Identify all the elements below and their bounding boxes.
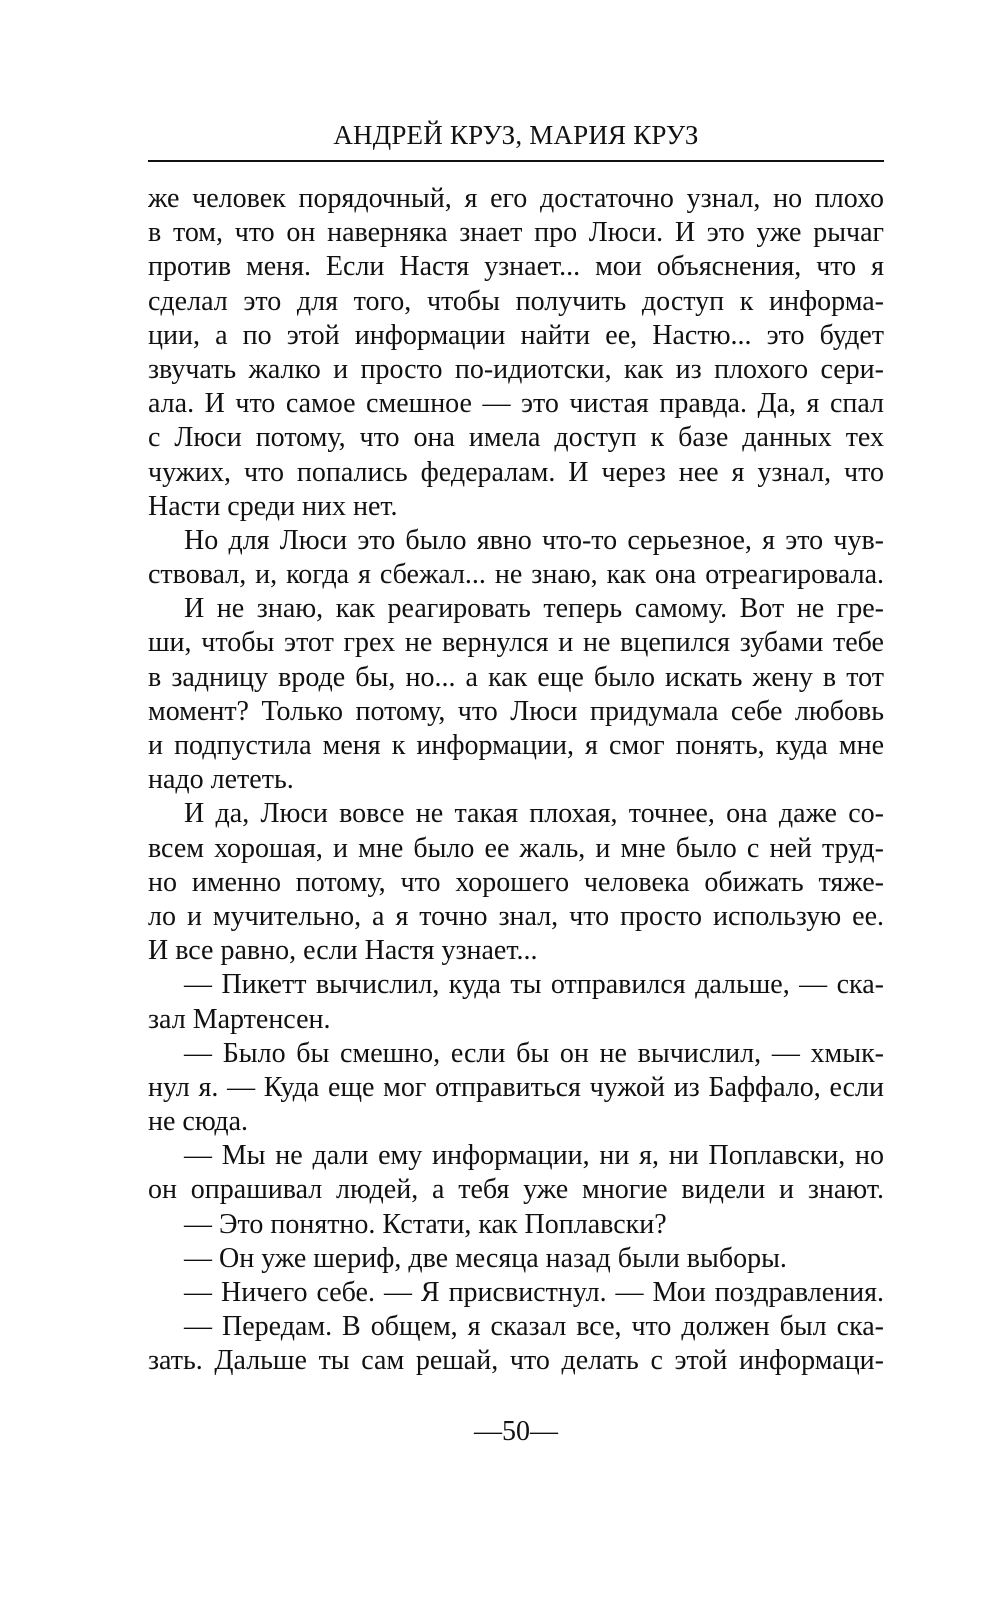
text-line: с Люси потому, что она имела доступ к базе данных тех bbox=[148, 422, 884, 454]
text-line: ло и мучительно, а я точно знал, что просто использую ее. bbox=[148, 900, 884, 932]
text-line: И все равно, если Настя узнает... bbox=[148, 935, 538, 967]
text-line: ствовал, и, когда я сбежал... не знаю, как она отреагировала. bbox=[148, 559, 884, 591]
text-line: сделал это для того, чтобы получить доступ к информа- bbox=[148, 285, 884, 317]
text-line: всем хорошая, и мне было ее жаль, и мне было с ней труд- bbox=[148, 832, 884, 864]
text-line: не сюда. bbox=[148, 1106, 249, 1138]
text-line: момент? Только потому, что Люси придумала себе любовь bbox=[148, 695, 884, 727]
text-line: — Это понятно. Кстати, как Поплавски? bbox=[184, 1208, 667, 1240]
text-line: — Ничего себе. — Я присвистнул. — Мои поздравления. bbox=[184, 1277, 884, 1308]
text-line: зать. Дальше ты сам решай, что делать с этой информаци- bbox=[148, 1345, 884, 1377]
text-line: — Передам. В общем, я сказал все, что должен был ска- bbox=[184, 1311, 884, 1343]
page-body bbox=[148, 182, 884, 1379]
text-line: в задницу вроде бы, но... а как еще было искать жену в тот bbox=[148, 661, 884, 693]
text-line: чужих, что попались федералам. И через нее я узнал, что bbox=[148, 456, 884, 488]
running-head: АНДРЕЙ КРУЗ, МАРИЯ КРУЗ bbox=[333, 120, 699, 150]
text-line: надо лететь. bbox=[148, 764, 294, 796]
text-line: зал Мартенсен. bbox=[148, 1003, 331, 1035]
text-line: Насти среди них нет. bbox=[148, 490, 398, 522]
header-rule bbox=[148, 160, 884, 162]
text-line: И да, Люси вовсе не такая плохая, точнее, она даже со- bbox=[184, 798, 884, 830]
text-line: же человек порядочный, я его достаточно узнал, но плохо bbox=[148, 183, 884, 214]
text-line: он опрашивал людей, а тебя уже многие видели и знают. bbox=[148, 1174, 884, 1206]
page-number: —50— bbox=[474, 1416, 558, 1447]
text-line: но именно потому, что хорошего человека обижать тяже- bbox=[148, 866, 884, 898]
text-line: нул я. — Куда еще мог отправиться чужой из Баффало, если bbox=[148, 1071, 884, 1103]
text-line: — Пикетт вычислил, куда ты отправился дальше, — ска- bbox=[184, 969, 884, 1001]
text-line: Но для Люси это было явно что-то серьезное, я это чув- bbox=[184, 524, 884, 556]
text-line: ала. И что самое смешное — это чистая правда. Да, я спал bbox=[148, 388, 884, 420]
text-line: ции, а по этой информации найти ее, Настю... это будет bbox=[148, 319, 884, 351]
text-line: против меня. Если Настя узнает... мои объяснения, что я bbox=[148, 251, 884, 283]
text-line: — Он уже шериф, две месяца назад были выборы. bbox=[184, 1242, 787, 1274]
text-line: — Мы не дали ему информации, ни я, ни Поплавски, но bbox=[184, 1140, 884, 1172]
text-line: ши, чтобы этот грех не вернулся и не вцепился зубами тебе bbox=[148, 627, 884, 659]
text-line: в том, что он наверняка знает про Люси. И это уже рычаг bbox=[148, 217, 884, 249]
text-line: звучать жалко и просто по-идиотски, как из плохого сери- bbox=[148, 353, 884, 385]
text-line: и подпустила меня к информации, я смог понять, куда мне bbox=[148, 730, 884, 761]
text-line: — Было бы смешно, если бы он не вычислил, — хмык- bbox=[184, 1037, 884, 1069]
text-line: И не знаю, как реагировать теперь самому. Вот не гре- bbox=[184, 593, 884, 625]
